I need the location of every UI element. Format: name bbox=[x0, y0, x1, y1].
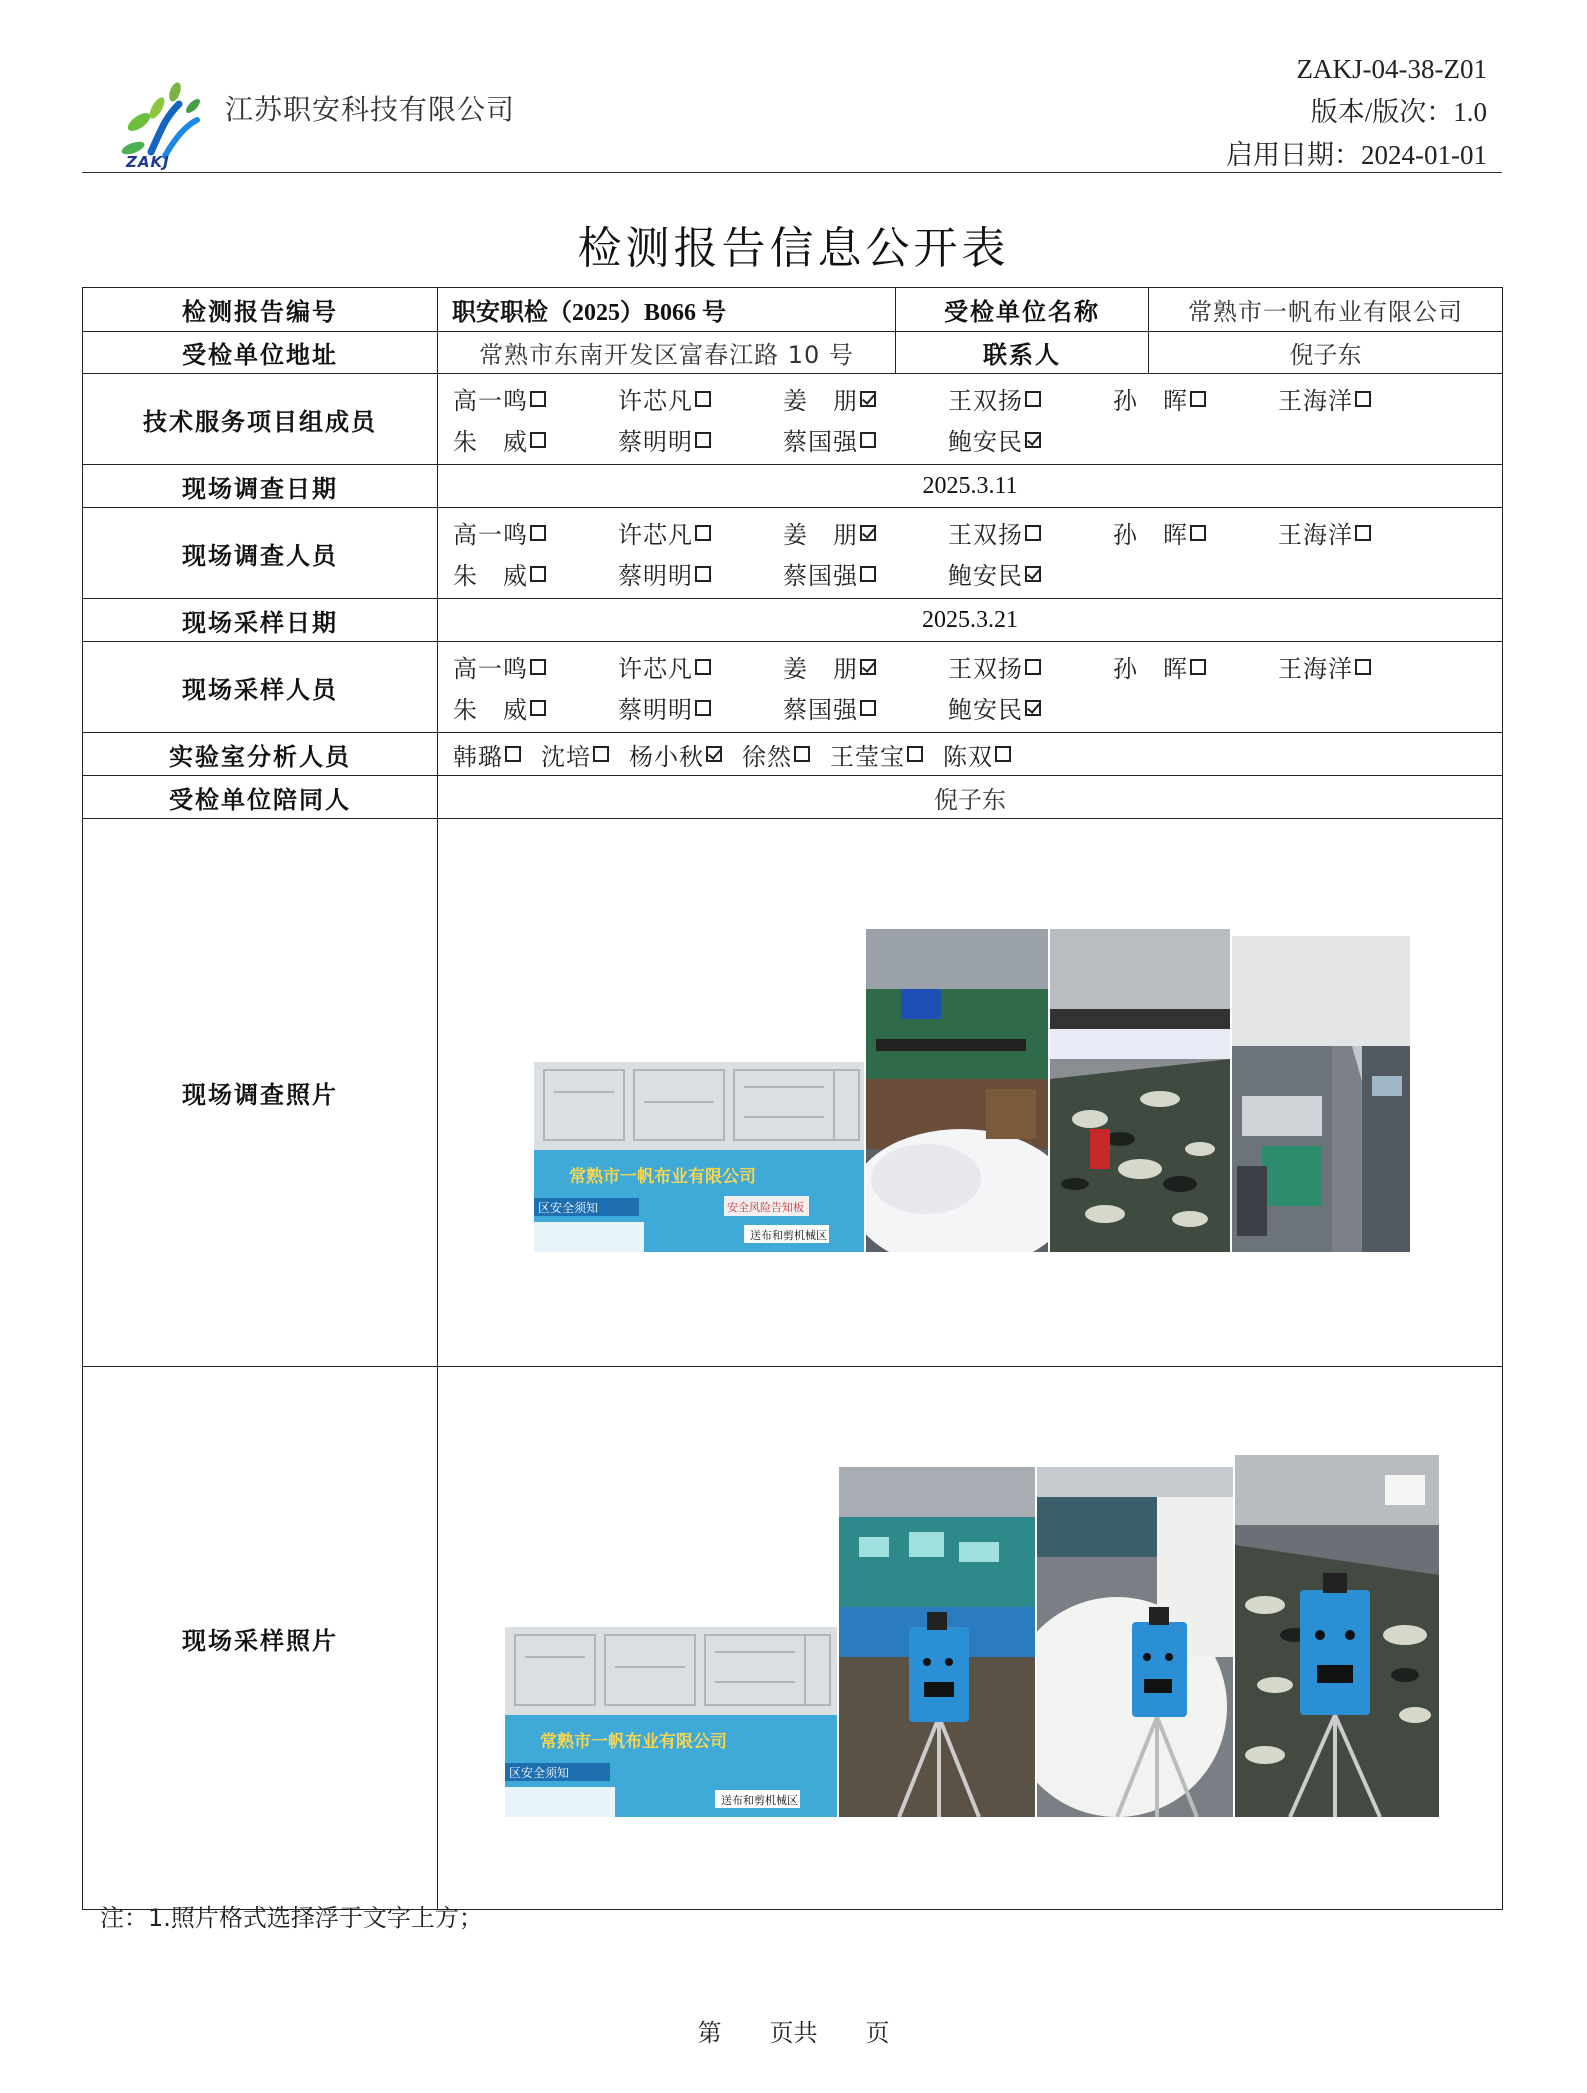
checkbox-unchecked-icon[interactable] bbox=[1355, 525, 1371, 541]
person-name: 朱 威 bbox=[453, 696, 528, 724]
checkbox-unchecked-icon[interactable] bbox=[695, 525, 711, 541]
person-name: 王海洋 bbox=[1278, 655, 1353, 683]
survey-sign-title: 常熟市一帆布业有限公司 bbox=[569, 1167, 756, 1187]
address-value: 常熟市东南开发区富春江路 10 号 bbox=[438, 332, 896, 374]
survey-sign-tag: 安全风险告知板 bbox=[727, 1201, 804, 1214]
report-no-value: 职安职检（2025）B066 号 bbox=[438, 288, 896, 332]
unit-name-value: 常熟市一帆布业有限公司 bbox=[1149, 288, 1503, 332]
tech-team-person bbox=[948, 422, 1113, 457]
sampling-staff-person bbox=[1278, 649, 1443, 684]
row-sampling-staff bbox=[83, 642, 1503, 733]
checkbox-unchecked-icon[interactable] bbox=[530, 391, 546, 407]
survey-staff-person bbox=[783, 515, 948, 550]
person-name: 姜 朋 bbox=[783, 387, 858, 415]
survey-photos-label: 现场调查照片 bbox=[83, 819, 438, 1367]
person-name: 高一鸣 bbox=[453, 655, 528, 683]
lab-staff-list bbox=[438, 734, 1502, 775]
company-name: 江苏职安科技有限公司 bbox=[225, 93, 516, 126]
checkbox-unchecked-icon[interactable] bbox=[1190, 525, 1206, 541]
sampling-photo-signboard bbox=[505, 1627, 837, 1817]
person-name: 王双扬 bbox=[948, 655, 1023, 683]
sampling-photo-sampler-1 bbox=[839, 1467, 1035, 1817]
survey-sign-zone: 送布和剪机械区 bbox=[750, 1229, 827, 1242]
checkbox-unchecked-icon[interactable] bbox=[860, 432, 876, 448]
person-name: 朱 威 bbox=[453, 562, 528, 590]
contact-value: 倪子东 bbox=[1149, 332, 1503, 374]
checkbox-unchecked-icon[interactable] bbox=[695, 700, 711, 716]
sampling-photo-strip bbox=[505, 1455, 1441, 1817]
document-code: ZAKJ-04-38-Z01 bbox=[1296, 54, 1487, 84]
tech-team-person bbox=[948, 381, 1113, 416]
person-name: 许芯凡 bbox=[618, 521, 693, 549]
sampling-staff-person bbox=[948, 649, 1113, 684]
tech-team-person bbox=[783, 381, 948, 416]
checkbox-unchecked-icon[interactable] bbox=[530, 525, 546, 541]
survey-staff-person bbox=[1278, 515, 1443, 550]
sampling-photos-label: 现场采样照片 bbox=[83, 1367, 438, 1910]
tech-team-row bbox=[453, 378, 1502, 419]
tech-team-row bbox=[453, 419, 1502, 460]
survey-staff-person bbox=[948, 556, 1113, 591]
survey-photo-fabric bbox=[1050, 929, 1230, 1252]
sampling-staff-person bbox=[783, 690, 948, 725]
checkbox-checked-icon[interactable] bbox=[1025, 432, 1041, 448]
person-name: 鲍安民 bbox=[948, 428, 1023, 456]
survey-date-value: 2025.3.11 bbox=[438, 465, 1503, 508]
tech-team-person bbox=[783, 422, 948, 457]
row-escort bbox=[83, 776, 1503, 819]
tech-team-label: 技术服务项目组成员 bbox=[83, 374, 438, 465]
person-name: 蔡明明 bbox=[618, 562, 693, 590]
survey-photo-strip bbox=[534, 929, 1412, 1252]
lab-staff-person bbox=[629, 737, 722, 772]
survey-photo-aisle bbox=[1232, 936, 1410, 1252]
person-name: 姜 朋 bbox=[783, 521, 858, 549]
document-effective-date: 启用日期：2024-01-01 bbox=[1226, 140, 1487, 170]
checkbox-unchecked-icon[interactable] bbox=[995, 746, 1011, 762]
escort-label: 受检单位陪同人 bbox=[83, 776, 438, 819]
sampling-staff-person bbox=[783, 649, 948, 684]
tech-team-person bbox=[453, 381, 618, 416]
tech-team-person bbox=[1278, 381, 1443, 416]
person-name: 杨小秋 bbox=[629, 742, 704, 771]
checkbox-checked-icon[interactable] bbox=[706, 746, 722, 762]
sampling-staff-person bbox=[453, 690, 618, 725]
person-name: 高一鸣 bbox=[453, 521, 528, 549]
sampling-staff-cell bbox=[438, 642, 1503, 733]
tech-team-person bbox=[618, 422, 783, 457]
survey-staff-cell bbox=[438, 508, 1503, 599]
person-name: 沈培 bbox=[541, 742, 591, 771]
survey-staff-person bbox=[618, 515, 783, 550]
person-name: 王莹宝 bbox=[830, 742, 905, 771]
person-name: 许芯凡 bbox=[618, 655, 693, 683]
sampling-sign-zone: 送布和剪机械区 bbox=[721, 1794, 798, 1807]
checkbox-checked-icon[interactable] bbox=[1025, 700, 1041, 716]
person-name: 鲍安民 bbox=[948, 696, 1023, 724]
checkbox-checked-icon[interactable] bbox=[860, 391, 876, 407]
person-name: 王海洋 bbox=[1278, 521, 1353, 549]
survey-staff-row bbox=[453, 512, 1502, 553]
tech-team-cell bbox=[438, 374, 1503, 465]
sampling-photo-sampler-2 bbox=[1037, 1467, 1233, 1817]
checkbox-unchecked-icon[interactable] bbox=[695, 659, 711, 675]
sampling-sign-sub: 区安全须知 bbox=[509, 1766, 570, 1780]
sampling-staff-label: 现场采样人员 bbox=[83, 642, 438, 733]
checkbox-unchecked-icon[interactable] bbox=[695, 566, 711, 582]
person-name: 孙 晖 bbox=[1113, 387, 1188, 415]
sampling-photos-cell bbox=[438, 1367, 1503, 1910]
survey-staff-person bbox=[618, 556, 783, 591]
contact-label: 联系人 bbox=[896, 332, 1149, 374]
survey-staff-person bbox=[1113, 515, 1278, 550]
sampling-date-label: 现场采样日期 bbox=[83, 599, 438, 642]
person-name: 韩璐 bbox=[453, 742, 503, 771]
sampling-staff-person bbox=[1113, 649, 1278, 684]
checkbox-unchecked-icon[interactable] bbox=[530, 566, 546, 582]
checkbox-checked-icon[interactable] bbox=[860, 659, 876, 675]
sampling-photo-sampler-3 bbox=[1235, 1455, 1439, 1817]
sampling-staff-list bbox=[438, 642, 1502, 732]
survey-staff-person bbox=[453, 556, 618, 591]
checkbox-unchecked-icon[interactable] bbox=[695, 391, 711, 407]
survey-staff-person bbox=[948, 515, 1113, 550]
page-title: 检测报告信息公开表 bbox=[577, 223, 1010, 274]
person-name: 孙 晖 bbox=[1113, 521, 1188, 549]
person-name: 陈双 bbox=[943, 742, 993, 771]
logo-text: ZAKJ bbox=[126, 153, 170, 171]
info-table bbox=[82, 287, 1503, 1910]
sampling-staff-person bbox=[453, 649, 618, 684]
tech-team-person bbox=[618, 381, 783, 416]
header-divider bbox=[82, 172, 1502, 173]
survey-photos-cell bbox=[438, 819, 1503, 1367]
lab-staff-cell bbox=[438, 733, 1503, 776]
lab-staff-person bbox=[541, 737, 609, 772]
row-address bbox=[83, 332, 1503, 374]
survey-staff-list bbox=[438, 508, 1502, 598]
sampling-staff-person bbox=[948, 690, 1113, 725]
lab-staff-person bbox=[830, 737, 923, 772]
row-report-no bbox=[83, 288, 1503, 332]
checkbox-unchecked-icon[interactable] bbox=[530, 659, 546, 675]
sampling-staff-row bbox=[453, 646, 1502, 687]
checkbox-unchecked-icon[interactable] bbox=[794, 746, 810, 762]
checkbox-unchecked-icon[interactable] bbox=[530, 700, 546, 716]
person-name: 孙 晖 bbox=[1113, 655, 1188, 683]
sampling-staff-person bbox=[618, 690, 783, 725]
survey-staff-person bbox=[783, 556, 948, 591]
survey-sign-sub: 区安全须知 bbox=[538, 1201, 599, 1215]
survey-photo-signboard bbox=[534, 1062, 864, 1252]
person-name: 鲍安民 bbox=[948, 562, 1023, 590]
checkbox-checked-icon[interactable] bbox=[1025, 566, 1041, 582]
row-survey-staff bbox=[83, 508, 1503, 599]
person-name: 王双扬 bbox=[948, 521, 1023, 549]
checkbox-unchecked-icon[interactable] bbox=[860, 700, 876, 716]
row-survey-date bbox=[83, 465, 1503, 508]
person-name: 蔡国强 bbox=[783, 428, 858, 456]
survey-date-label: 现场调查日期 bbox=[83, 465, 438, 508]
lab-staff-row bbox=[453, 734, 1502, 775]
document-meta bbox=[1226, 48, 1487, 177]
person-name: 王海洋 bbox=[1278, 387, 1353, 415]
checkbox-unchecked-icon[interactable] bbox=[860, 566, 876, 582]
row-survey-photos bbox=[83, 819, 1503, 1367]
checkbox-checked-icon[interactable] bbox=[860, 525, 876, 541]
survey-staff-person bbox=[453, 515, 618, 550]
checkbox-unchecked-icon[interactable] bbox=[530, 432, 546, 448]
unit-name-label: 受检单位名称 bbox=[896, 288, 1149, 332]
person-name: 蔡国强 bbox=[783, 696, 858, 724]
person-name: 蔡明明 bbox=[618, 428, 693, 456]
document-version: 版本/版次：1.0 bbox=[1310, 97, 1487, 127]
row-sampling-photos bbox=[83, 1367, 1503, 1910]
checkbox-unchecked-icon[interactable] bbox=[1025, 659, 1041, 675]
survey-staff-label: 现场调查人员 bbox=[83, 508, 438, 599]
checkbox-unchecked-icon[interactable] bbox=[1355, 659, 1371, 675]
person-name: 蔡明明 bbox=[618, 696, 693, 724]
person-name: 许芯凡 bbox=[618, 387, 693, 415]
page-footer: 第 页共 页 bbox=[697, 2019, 890, 2047]
row-tech-team bbox=[83, 374, 1503, 465]
address-label: 受检单位地址 bbox=[83, 332, 438, 374]
checkbox-unchecked-icon[interactable] bbox=[593, 746, 609, 762]
checkbox-unchecked-icon[interactable] bbox=[505, 746, 521, 762]
sampling-staff-person bbox=[618, 649, 783, 684]
checkbox-unchecked-icon[interactable] bbox=[907, 746, 923, 762]
person-name: 蔡国强 bbox=[783, 562, 858, 590]
lab-staff-person bbox=[453, 737, 521, 772]
report-no-label: 检测报告编号 bbox=[83, 288, 438, 332]
survey-photo-machine-bags bbox=[866, 929, 1048, 1252]
checkbox-unchecked-icon[interactable] bbox=[1190, 391, 1206, 407]
escort-value: 倪子东 bbox=[438, 776, 1503, 819]
checkbox-unchecked-icon[interactable] bbox=[1025, 525, 1041, 541]
lab-staff-person bbox=[742, 737, 810, 772]
sampling-staff-row bbox=[453, 687, 1502, 728]
checkbox-unchecked-icon[interactable] bbox=[1190, 659, 1206, 675]
checkbox-unchecked-icon[interactable] bbox=[695, 432, 711, 448]
checkbox-unchecked-icon[interactable] bbox=[1025, 391, 1041, 407]
footnote: 注：1.照片格式选择浮于文字上方； bbox=[100, 1904, 483, 1932]
person-name: 王双扬 bbox=[948, 387, 1023, 415]
lab-staff-label: 实验室分析人员 bbox=[83, 733, 438, 776]
sampling-date-value: 2025.3.21 bbox=[438, 599, 1503, 642]
tech-team-list bbox=[438, 374, 1502, 464]
row-lab-staff bbox=[83, 733, 1503, 776]
person-name: 姜 朋 bbox=[783, 655, 858, 683]
checkbox-unchecked-icon[interactable] bbox=[1355, 391, 1371, 407]
person-name: 高一鸣 bbox=[453, 387, 528, 415]
sampling-sign-title: 常熟市一帆布业有限公司 bbox=[540, 1732, 727, 1752]
person-name: 徐然 bbox=[742, 742, 792, 771]
lab-staff-person bbox=[943, 737, 1011, 772]
survey-staff-row bbox=[453, 553, 1502, 594]
tech-team-person bbox=[1113, 381, 1278, 416]
row-sampling-date bbox=[83, 599, 1503, 642]
tech-team-person bbox=[453, 422, 618, 457]
person-name: 朱 威 bbox=[453, 428, 528, 456]
